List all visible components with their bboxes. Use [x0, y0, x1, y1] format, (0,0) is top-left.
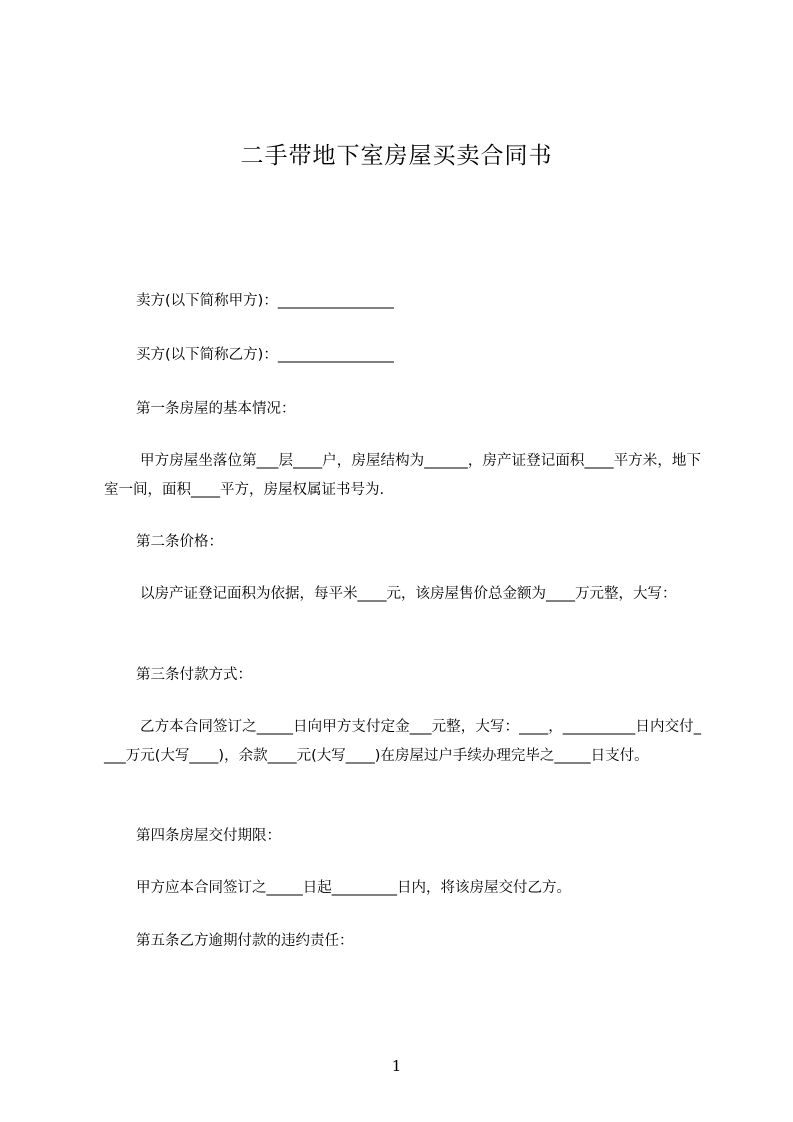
article-4-heading: 第四条房屋交付期限： — [136, 828, 281, 844]
buyer-line: 买方(以下简称乙方)：________________ — [136, 347, 394, 363]
article-3-heading: 第三条付款方式： — [136, 667, 252, 683]
document-title: 二手带地下室房屋买卖合同书 — [240, 143, 553, 169]
article-2-body: 以房产证登记面积为依据，每平米____元，该房屋售价总金额为____万元整，大写： — [140, 586, 677, 602]
article-4-body: 甲方应本合同签订之_____日起_________日内，将该房屋交付乙方。 — [136, 880, 571, 896]
page-number: 1 — [391, 1057, 402, 1075]
article-2-heading: 第二条价格： — [136, 534, 223, 550]
article-3-body: 乙方本合同签订之_____日向甲方支付定金___元整，大写：____，__________日内交付____万元(大写____)，余款____元(大写____)在房屋过户手续办理完毕之_____日支付。 — [104, 719, 701, 764]
article-5-heading: 第五条乙方逾期付款的违约责任： — [136, 933, 354, 949]
article-1-body: 甲方房屋坐落位第___层____户，房屋结构为______，房产证登记面积____平方米，地下室一间，面积____平方，房屋权属证书号为. — [104, 453, 701, 498]
article-1-heading: 第一条房屋的基本情况： — [136, 401, 296, 417]
seller-line: 卖方(以下简称甲方)：________________ — [136, 293, 394, 309]
